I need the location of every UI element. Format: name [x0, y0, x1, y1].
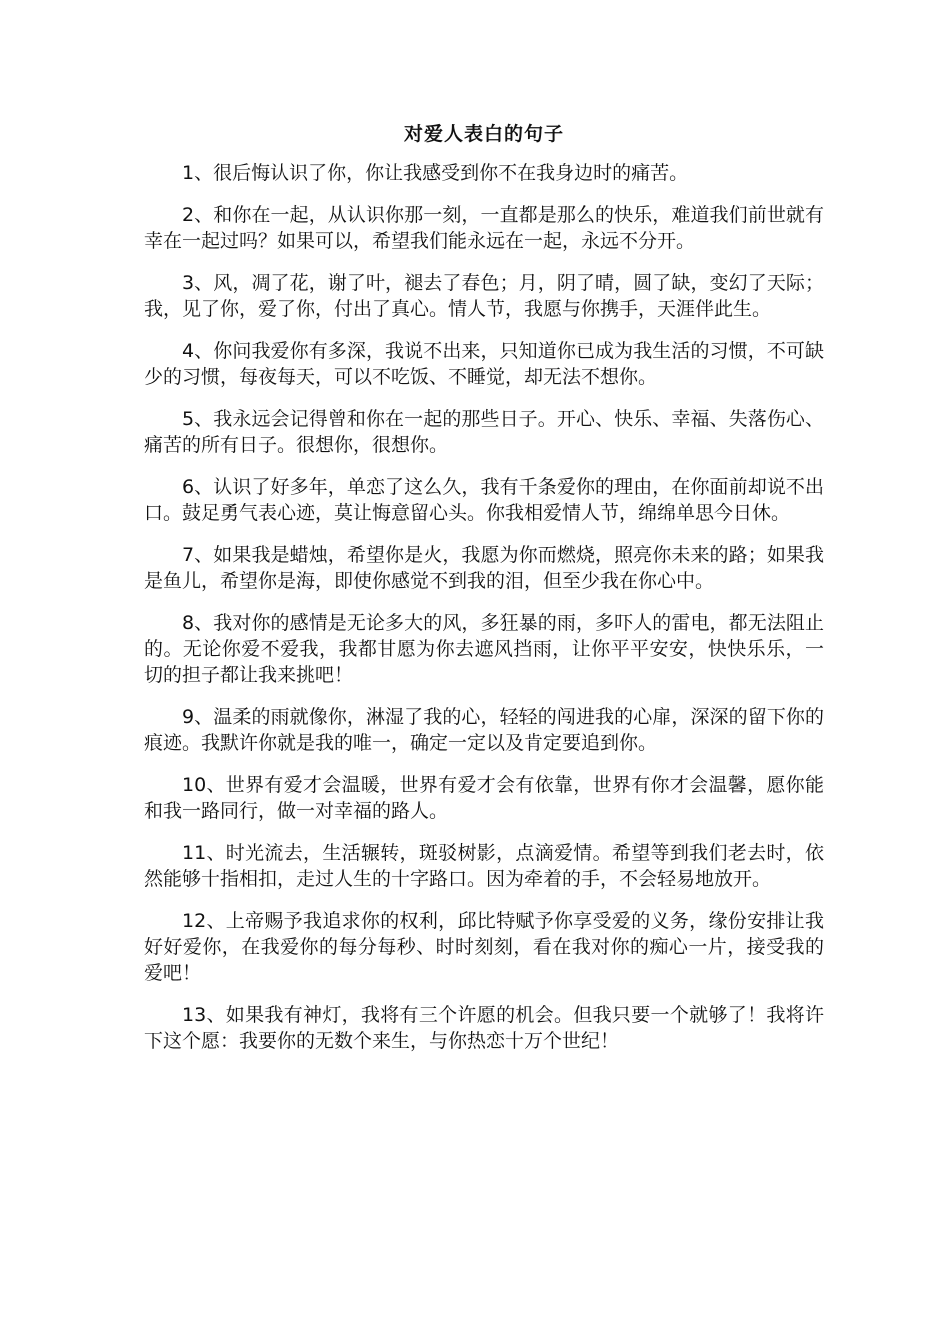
- paragraph-11: 11、时光流去，生活辗转，斑驳树影，点滴爱情。希望等到我们老去时，依然能够十指相扣，走过人生的十字路口。因为牵着的手，不会轻易地放开。: [144, 842, 824, 890]
- paragraph-4: 4、你问我爱你有多深，我说不出来，只知道你已成为我生活的习惯，不可缺少的习惯，每夜每天，可以不吃饭、不睡觉，却无法不想你。: [144, 340, 824, 388]
- paragraph-12: 12、上帝赐予我追求你的权利，邱比特赋予你享受爱的义务，缘份安排让我好好爱你，在我爱你的每分每秒、时时刻刻，看在我对你的痴心一片，接受我的爱吧！: [144, 910, 824, 984]
- document-page: [144, 120, 824, 1070]
- paragraph-13: 13、如果我有神灯，我将有三个许愿的机会。但我只要一个就够了！我将许下这个愿：我要你的无数个来生，与你热恋十万个世纪！: [144, 1004, 824, 1052]
- paragraph-6: 6、认识了好多年，单恋了这么久，我有千条爱你的理由，在你面前却说不出口。鼓足勇气表心迹，莫让悔意留心头。你我相爱情人节，绵绵单思今日休。: [144, 476, 824, 524]
- paragraph-5: 5、我永远会记得曾和你在一起的那些日子。开心、快乐、幸福、失落伤心、痛苦的所有日子。很想你，很想你。: [144, 408, 824, 456]
- paragraph-10: 10、世界有爱才会温暖，世界有爱才会有依靠，世界有你才会温馨，愿你能和我一路同行，做一对幸福的路人。: [144, 774, 824, 822]
- paragraph-8: 8、我对你的感情是无论多大的风，多狂暴的雨，多吓人的雷电，都无法阻止的。无论你爱不爱我，我都甘愿为你去遮风挡雨，让你平平安安，快快乐乐，一切的担子都让我来挑吧！: [144, 612, 824, 686]
- document-title: 对爱人表白的句子: [403, 123, 564, 145]
- paragraph-1: 1、很后悔认识了你，你让我感受到你不在我身边时的痛苦。: [182, 162, 689, 184]
- paragraph-7: 7、如果我是蜡烛，希望你是火，我愿为你而燃烧，照亮你未来的路；如果我是鱼儿，希望你是海，即使你感觉不到我的泪，但至少我在你心中。: [144, 544, 824, 592]
- paragraph-2: 2、和你在一起，从认识你那一刻，一直都是那么的快乐，难道我们前世就有幸在一起过吗？如果可以，希望我们能永远在一起，永远不分开。: [144, 204, 824, 252]
- paragraph-9: 9、温柔的雨就像你，淋湿了我的心，轻轻的闯进我的心扉，深深的留下你的痕迹。我默许你就是我的唯一，确定一定以及肯定要追到你。: [144, 706, 824, 754]
- paragraph-3: 3、风，凋了花，谢了叶，褪去了春色；月，阴了晴，圆了缺，变幻了天际；我，见了你，爱了你，付出了真心。情人节，我愿与你携手，天涯伴此生。: [144, 272, 824, 320]
